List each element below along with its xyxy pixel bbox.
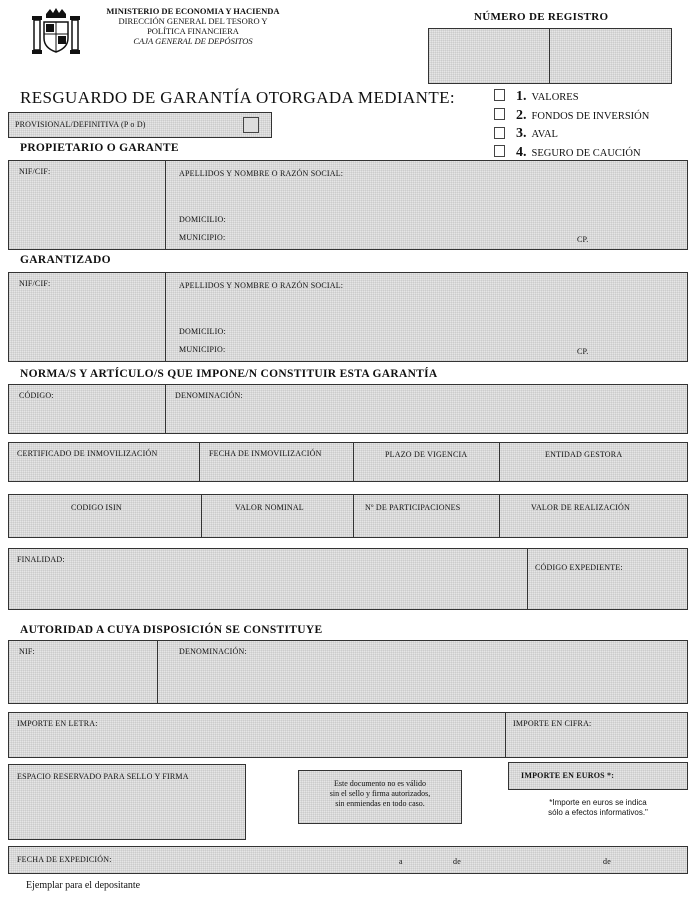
- validity-notice-line-2: sin el sello y firma autorizados,: [329, 789, 431, 798]
- term-label: PLAZO DE VIGENCIA: [385, 450, 468, 459]
- direction-line-1: DIRECCIÓN GENERAL DEL TESORO Y: [118, 16, 268, 26]
- file-code-label: CÓDIGO EXPEDIENTE:: [535, 563, 623, 572]
- option-seguro-checkbox[interactable]: [494, 145, 505, 157]
- seal-signature-area[interactable]: [8, 764, 246, 840]
- owner-section[interactable]: [8, 160, 688, 250]
- owner-municipality-label: MUNICIPIO:: [179, 233, 226, 242]
- nominal-value-label: VALOR NOMINAL: [235, 503, 304, 512]
- seal-signature-label: ESPACIO RESERVADO PARA SELLO Y FIRMA: [17, 772, 189, 781]
- expedition-date-row[interactable]: [8, 846, 688, 874]
- option-valores: 1. VALORES: [516, 89, 579, 104]
- owner-nif-label: NIF/CIF:: [19, 167, 51, 176]
- securities-row[interactable]: [8, 494, 688, 538]
- norms-section[interactable]: [8, 384, 688, 434]
- immobilization-date-label: FECHA DE INMOVILIZACIÓN: [209, 449, 322, 458]
- option-aval-checkbox[interactable]: [494, 127, 505, 139]
- euros-amount-field[interactable]: [508, 762, 688, 790]
- guaranteed-heading: GARANTIZADO: [20, 254, 111, 266]
- guaranteed-nif-label: NIF/CIF:: [19, 279, 51, 288]
- amount-figures-label: IMPORTE EN CIFRA:: [513, 719, 592, 728]
- expedition-de-1: de: [453, 857, 461, 866]
- footer-copy-note: Ejemplar para el depositante: [26, 880, 141, 891]
- authority-heading: AUTORIDAD A CUYA DISPOSICIÓN SE CONSTITUYE: [20, 624, 323, 636]
- norms-heading: NORMA/S Y ARTÍCULO/S QUE IMPONE/N CONSTITUIR ESTA GARANTÍA: [20, 368, 438, 380]
- immobilization-row[interactable]: [8, 442, 688, 482]
- guaranteed-municipality-label: MUNICIPIO:: [179, 345, 226, 354]
- certificate-label: CERTIFICADO DE INMOVILIZACIÓN: [17, 449, 158, 458]
- provisional-definitiva-label: PROVISIONAL/DEFINITIVA (P o D): [15, 120, 146, 129]
- authority-section[interactable]: [8, 640, 688, 704]
- validity-notice-line-1: Este documento no es válido: [334, 779, 426, 788]
- amount-letters-label: IMPORTE EN LETRA:: [17, 719, 98, 728]
- owner-cp-label: CP.: [577, 235, 589, 244]
- option-aval: 3. AVAL: [516, 126, 558, 141]
- authority-nif-label: NIF:: [19, 647, 35, 656]
- provisional-definitiva-input[interactable]: [243, 117, 259, 133]
- expedition-a: a: [399, 857, 403, 866]
- entity-label: ENTIDAD GESTORA: [545, 450, 623, 459]
- validity-notice: [298, 770, 462, 824]
- expedition-de-2: de: [603, 857, 611, 866]
- option-seguro: 4. SEGURO DE CAUCIÓN: [516, 145, 641, 160]
- guaranteed-cp-label: CP.: [577, 347, 589, 356]
- guaranteed-section[interactable]: [8, 272, 688, 362]
- realization-value-label: VALOR DE REALIZACIÓN: [531, 503, 630, 512]
- guaranteed-name-label: APELLIDOS Y NOMBRE O RAZÓN SOCIAL:: [179, 281, 344, 290]
- norms-code-label: CÓDIGO:: [19, 391, 54, 400]
- validity-notice-line-3: sin enmiendas en todo caso.: [335, 799, 425, 808]
- direction-line-2: POLÍTICA FINANCIERA: [147, 26, 239, 36]
- provisional-definitiva-field: [8, 112, 272, 138]
- office-name: CAJA GENERAL DE DEPÓSITOS: [133, 36, 253, 46]
- coat-of-arms-emblem: [30, 6, 82, 58]
- euros-amount-label: IMPORTE EN EUROS *:: [521, 771, 615, 780]
- euros-note-line-2: sólo a efectos informativos.": [548, 808, 648, 817]
- form-title: RESGUARDO DE GARANTÍA OTORGADA MEDIANTE:: [20, 88, 456, 107]
- isin-label: CODIGO ISIN: [71, 503, 122, 512]
- purpose-section[interactable]: [8, 548, 688, 610]
- option-fondos-checkbox[interactable]: [494, 108, 505, 120]
- registry-number-field[interactable]: [428, 28, 672, 84]
- participations-label: Nº DE PARTICIPACIONES: [365, 503, 461, 512]
- guaranteed-address-label: DOMICILIO:: [179, 327, 226, 336]
- owner-heading: PROPIETARIO O GARANTE: [20, 142, 179, 154]
- option-fondos: 2. FONDOS DE INVERSIÓN: [516, 108, 650, 123]
- owner-address-label: DOMICILIO:: [179, 215, 226, 224]
- purpose-label: FINALIDAD:: [17, 555, 65, 564]
- authority-denomination-label: DENOMINACIÓN:: [179, 647, 247, 656]
- euros-note: [506, 798, 690, 818]
- ministry-name: MINISTERIO DE ECONOMIA Y HACIENDA: [106, 6, 280, 16]
- registry-number-label: NÚMERO DE REGISTRO: [474, 11, 609, 23]
- ministry-heading: [88, 6, 298, 46]
- option-valores-checkbox[interactable]: [494, 89, 505, 101]
- amount-row[interactable]: [8, 712, 688, 758]
- norms-denomination-label: DENOMINACIÓN:: [175, 391, 243, 400]
- euros-note-line-1: *Importe en euros se indica: [549, 798, 647, 807]
- expedition-date-label: FECHA DE EXPEDICIÓN:: [17, 855, 112, 864]
- owner-name-label: APELLIDOS Y NOMBRE O RAZÓN SOCIAL:: [179, 169, 344, 178]
